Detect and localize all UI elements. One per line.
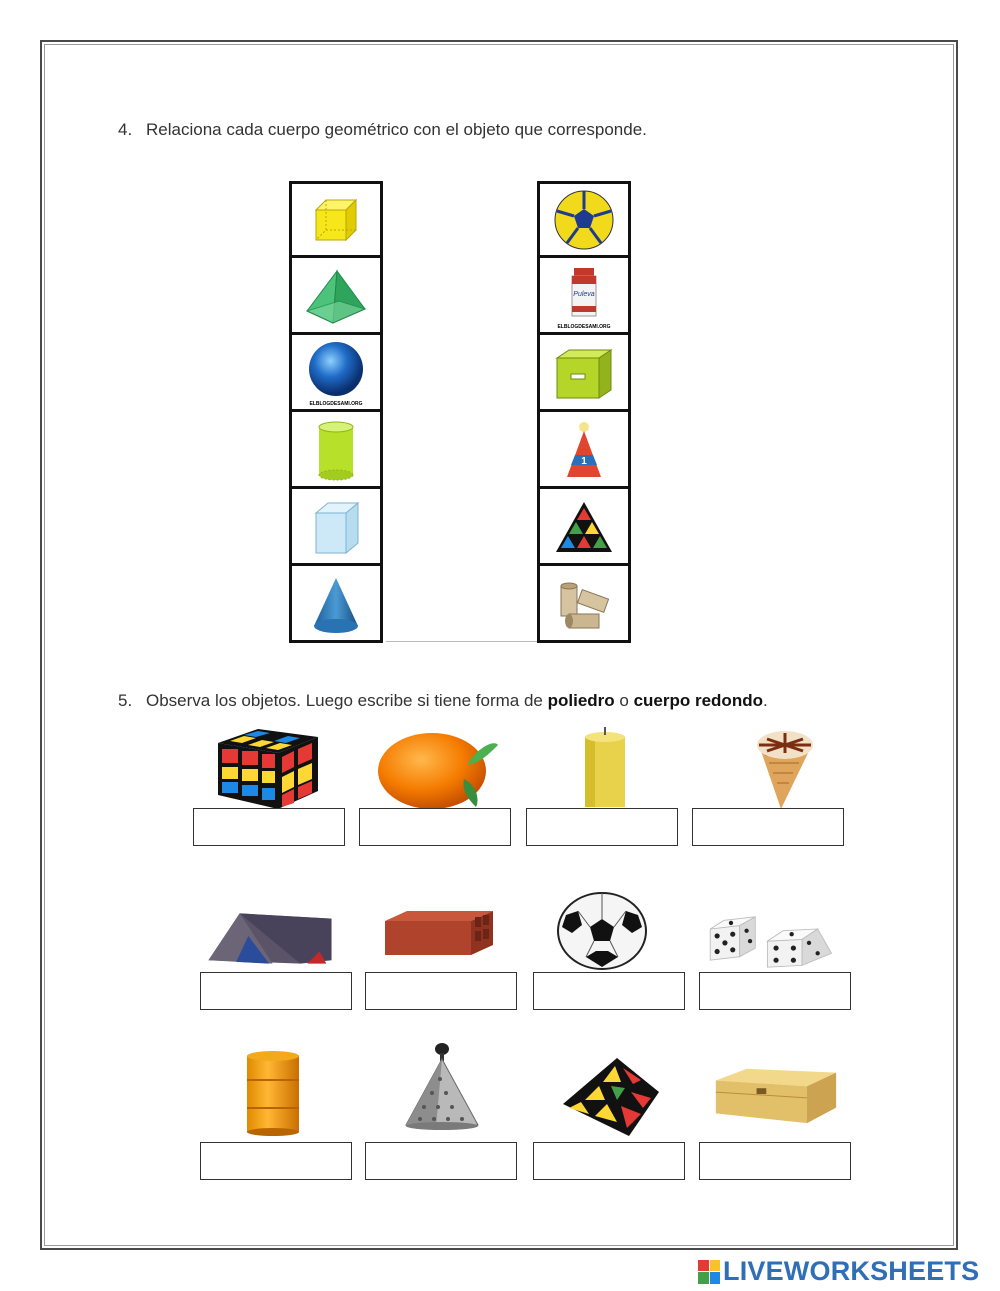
cone-icon xyxy=(308,574,364,638)
geometric-bodies-column xyxy=(289,181,383,643)
tent-icon xyxy=(205,885,335,973)
barrel-icon xyxy=(233,1044,313,1136)
match-item-cone[interactable] xyxy=(292,569,380,643)
answer-box-dice[interactable] xyxy=(699,972,851,1010)
ice-cream-cone-icon xyxy=(745,723,825,811)
svg-text:1: 1 xyxy=(581,455,587,467)
pyraminx-icon xyxy=(555,1052,665,1138)
brand-name: LIVEWORKSHEETS xyxy=(723,1256,980,1286)
match-item-pyraminx[interactable] xyxy=(540,492,628,566)
question-text-after: . xyxy=(762,691,768,710)
answer-box-barrel[interactable] xyxy=(200,1142,352,1180)
answer-box-ice-cream-cone[interactable] xyxy=(692,808,844,846)
objects-column xyxy=(537,181,631,643)
question-number: 4. xyxy=(118,120,133,139)
match-item-sphere[interactable] xyxy=(292,338,380,412)
object-rubiks-cube xyxy=(203,722,333,812)
pyraminx-icon xyxy=(552,498,616,558)
cylinder-icon xyxy=(311,419,361,483)
match-item-party-hat[interactable] xyxy=(540,415,628,489)
soccer-ball-icon xyxy=(552,885,652,973)
question-text-before: Observa los objetos. Luego escribe si tiene forma de xyxy=(146,691,548,710)
svg-text:Puleva: Puleva xyxy=(573,290,595,298)
answer-box-soccer-ball[interactable] xyxy=(533,972,685,1010)
match-item-cylinder[interactable] xyxy=(292,415,380,489)
keyword-cuerpo-redondo: cuerpo redondo xyxy=(633,691,763,710)
match-item-cube[interactable] xyxy=(292,184,380,258)
object-brick xyxy=(372,884,502,974)
match-item-milk-carton[interactable] xyxy=(540,261,628,335)
green-box-icon xyxy=(551,344,617,404)
match-item-ball[interactable] xyxy=(540,184,628,258)
object-soccer-ball xyxy=(537,884,667,974)
object-tent xyxy=(205,884,335,974)
answer-box-grater[interactable] xyxy=(365,1142,517,1180)
watermark-text: ELBLOGDESAMI.ORG xyxy=(557,323,611,330)
object-dice xyxy=(705,884,835,974)
match-item-pyramid[interactable] xyxy=(292,261,380,335)
party-hat-icon xyxy=(559,419,609,483)
object-pyraminx xyxy=(545,1050,675,1140)
object-barrel xyxy=(208,1045,338,1135)
question-5 xyxy=(118,691,768,711)
object-orange xyxy=(372,722,502,812)
object-grater xyxy=(375,1042,505,1132)
answer-box-brick[interactable] xyxy=(365,972,517,1010)
answer-box-rubiks-cube[interactable] xyxy=(193,808,345,846)
object-candle xyxy=(540,722,670,812)
object-wooden-box xyxy=(710,1050,840,1140)
liveworksheets-logo[interactable] xyxy=(698,1256,979,1287)
answer-box-tent[interactable] xyxy=(200,972,352,1010)
soccer-ball-icon xyxy=(553,189,615,251)
object-ice-cream-cone xyxy=(720,722,850,812)
answer-box-wooden-box[interactable] xyxy=(699,1142,851,1180)
dice-icon xyxy=(705,885,835,973)
orange-icon xyxy=(372,723,502,811)
match-item-prism[interactable] xyxy=(292,492,380,566)
prism-icon xyxy=(308,497,364,559)
grater-icon xyxy=(390,1039,490,1135)
pyramid-icon xyxy=(303,267,369,327)
watermark-text: ELBLOGDESAMI.ORG xyxy=(309,400,363,407)
question-4 xyxy=(118,120,647,140)
candle-icon xyxy=(575,723,635,811)
answer-box-pyraminx[interactable] xyxy=(533,1142,685,1180)
paper-tubes-icon xyxy=(551,576,617,636)
rubiks-cube-icon xyxy=(208,723,328,811)
liveworksheets-mark-icon xyxy=(698,1260,720,1284)
match-item-green-box[interactable] xyxy=(540,338,628,412)
brick-icon xyxy=(377,889,497,969)
question-text: Relaciona cada cuerpo geométrico con el objeto que corresponde. xyxy=(146,120,647,139)
connector-line xyxy=(386,641,538,642)
cube-icon xyxy=(308,192,364,248)
question-number: 5. xyxy=(118,691,133,710)
milk-carton-icon xyxy=(544,262,624,332)
wooden-box-icon xyxy=(710,1052,840,1138)
keyword-poliedro: poliedro xyxy=(547,691,615,710)
answer-box-candle[interactable] xyxy=(526,808,678,846)
question-text-middle: o xyxy=(614,691,634,710)
match-item-paper-tubes[interactable] xyxy=(540,569,628,643)
answer-box-orange[interactable] xyxy=(359,808,511,846)
sphere-icon xyxy=(296,339,376,409)
